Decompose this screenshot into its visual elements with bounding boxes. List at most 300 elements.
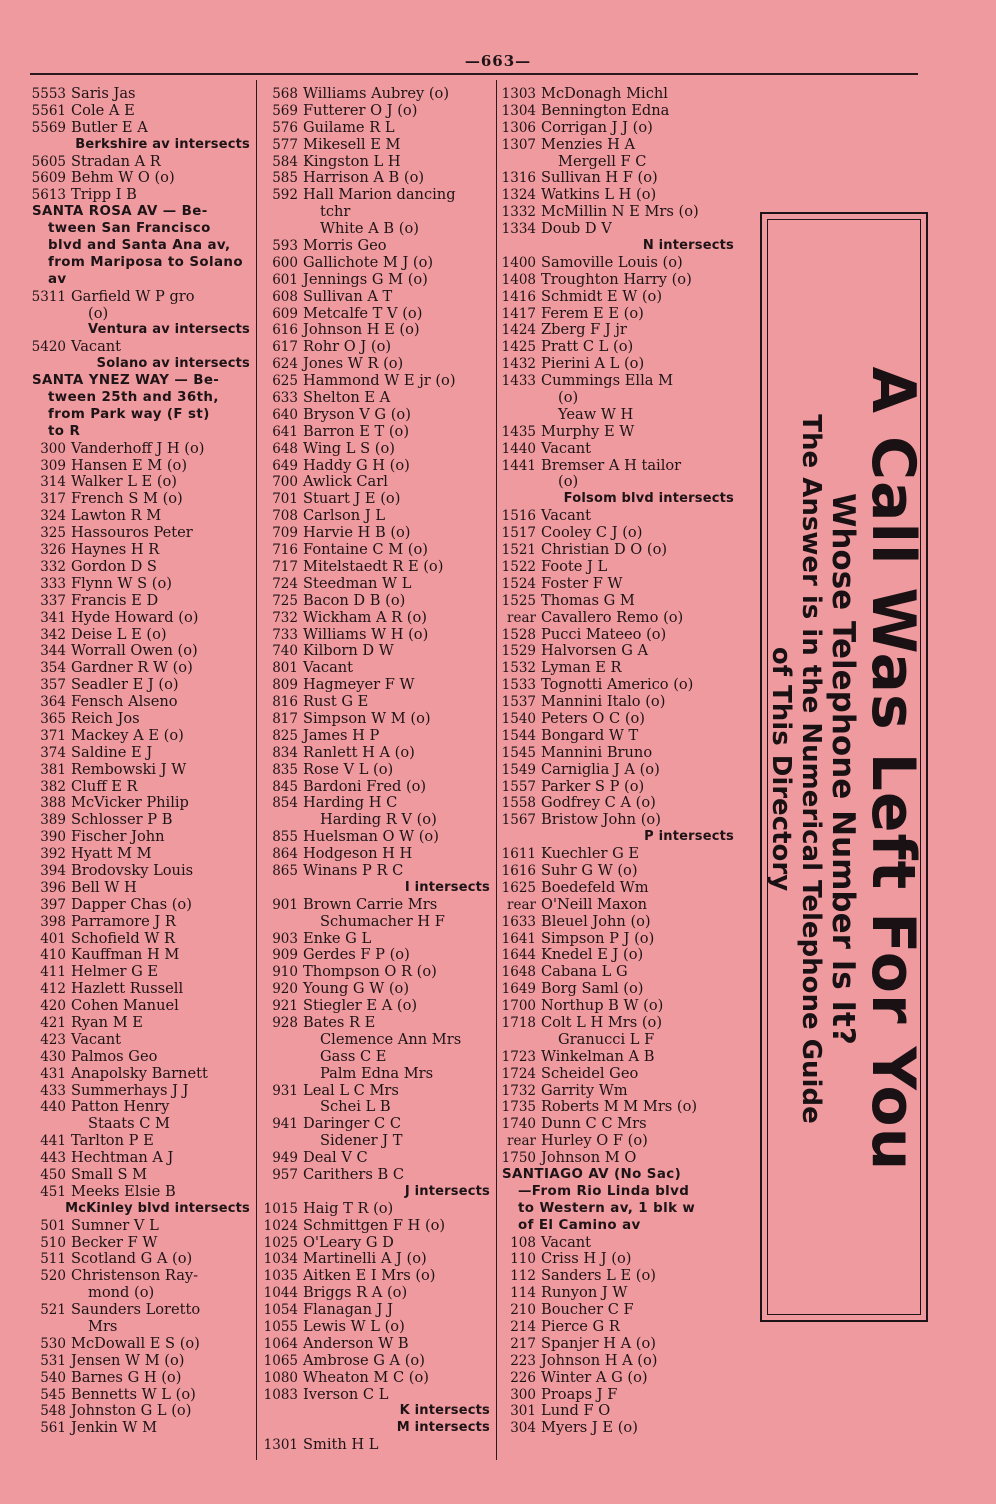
- listing-row: [262, 458, 492, 475]
- house-number: 1400: [501, 254, 536, 271]
- resident-name: Roberts M M Mrs (o): [541, 1099, 698, 1116]
- listing-row: [262, 306, 492, 323]
- house-number: 825: [272, 727, 298, 744]
- listing-row: [30, 694, 252, 711]
- house-number: 412: [40, 981, 66, 998]
- ad-title: A Call Was Left For You: [858, 366, 928, 1172]
- listing-row: [262, 694, 492, 711]
- listing-row: [500, 272, 736, 289]
- house-number: rear: [507, 896, 536, 913]
- house-number: 451: [40, 1183, 66, 1200]
- listing-row: [262, 474, 492, 491]
- house-number: 1549: [501, 761, 536, 778]
- listing-row: [262, 1167, 492, 1184]
- house-number: 1416: [501, 288, 536, 305]
- house-number: 1441: [501, 457, 536, 474]
- house-number: 920: [272, 981, 298, 998]
- listing-continuation: Yeaw W H: [558, 406, 634, 423]
- listing-row: [30, 812, 252, 829]
- column-divider: [256, 80, 257, 1460]
- house-number: 511: [40, 1251, 66, 1268]
- advertisement-text: [766, 249, 926, 1289]
- resident-name: Bristow John (o): [541, 812, 661, 829]
- listing-continuation: Sidener J T: [320, 1133, 403, 1150]
- listing-row: [262, 1370, 492, 1387]
- resident-name: Garfield W P gro: [71, 288, 195, 305]
- house-number: 410: [40, 947, 66, 964]
- street-heading: tween San Francisco: [48, 221, 211, 237]
- resident-name: Helmer G E: [71, 964, 159, 981]
- house-number: 5420: [31, 339, 66, 356]
- listing-row: [262, 1336, 492, 1353]
- listing-row: [262, 424, 492, 441]
- listing-row: [262, 593, 492, 610]
- intersection-label: P intersects: [644, 829, 734, 845]
- resident-name: Mannini Bruno: [541, 744, 653, 761]
- house-number: 569: [272, 102, 298, 119]
- house-number: 5311: [31, 288, 66, 305]
- house-number: 421: [40, 1014, 66, 1031]
- house-number: 717: [272, 558, 298, 575]
- resident-name: Bennington Edna: [541, 102, 670, 119]
- listing-row: [262, 356, 492, 373]
- listing-row: [262, 1083, 492, 1100]
- resident-name: Winkelman A B: [541, 1048, 655, 1065]
- resident-name: Anderson W B: [303, 1335, 409, 1352]
- listing-row: [500, 187, 736, 204]
- resident-name: Jensen W M (o): [71, 1352, 185, 1369]
- listing-row: [500, 1403, 736, 1420]
- street-heading: from Mariposa to Solano: [48, 254, 243, 270]
- street-heading: tween 25th and 36th,: [48, 390, 219, 406]
- house-number: 390: [40, 829, 66, 846]
- listing-row: [262, 947, 492, 964]
- resident-name: Godfrey C A (o): [541, 795, 656, 812]
- resident-name: Jenkin W M: [71, 1420, 158, 1437]
- resident-name: Carlson J L: [303, 508, 386, 525]
- listing-row: [30, 1015, 252, 1032]
- listing-row: [30, 1049, 252, 1066]
- listing-row: [30, 86, 252, 103]
- resident-name: Christian D O (o): [541, 542, 668, 559]
- resident-name: Briggs R A (o): [303, 1285, 408, 1302]
- listing-row: [500, 86, 736, 103]
- house-number: rear: [507, 1133, 536, 1150]
- house-number: 864: [272, 846, 298, 863]
- house-number: 223: [510, 1352, 536, 1369]
- listing-row: [30, 1302, 252, 1319]
- listing-row: [500, 998, 736, 1015]
- resident-name: Mitelstaedt R E (o): [303, 558, 444, 575]
- house-number: 433: [40, 1082, 66, 1099]
- resident-name: Hyatt M M: [71, 846, 152, 863]
- listing-row: [500, 627, 736, 644]
- listing-row: [262, 373, 492, 390]
- listing-row: [262, 846, 492, 863]
- listing-row: [30, 525, 252, 542]
- resident-name: Rohr O J (o): [303, 339, 392, 356]
- resident-name: Thompson O R (o): [303, 964, 437, 981]
- resident-name: Fontaine C M (o): [303, 542, 428, 559]
- resident-name: Hassouros Peter: [71, 525, 193, 542]
- resident-name: Saunders Loretto: [71, 1302, 201, 1319]
- listing-row: [262, 120, 492, 137]
- resident-name: Johnson M O: [541, 1150, 637, 1167]
- listing-row: [500, 863, 736, 880]
- resident-name: McMillin N E Mrs (o): [541, 204, 699, 221]
- house-number: 1025: [263, 1234, 298, 1251]
- resident-name: Doub D V: [541, 221, 612, 238]
- listing-row: [30, 829, 252, 846]
- resident-name: Gerdes F P (o): [303, 947, 410, 964]
- listing-row: [262, 643, 492, 660]
- house-number: 1611: [501, 846, 536, 863]
- resident-name: Deise L E (o): [71, 626, 167, 643]
- resident-name: Borg Saml (o): [541, 981, 644, 998]
- resident-name: Tognotti Americo (o): [541, 677, 694, 694]
- house-number: 392: [40, 846, 66, 863]
- house-number: 1334: [501, 221, 536, 238]
- listing-row: [30, 947, 252, 964]
- resident-name: Parramore J R: [71, 913, 176, 930]
- resident-name: Ranlett H A (o): [303, 744, 415, 761]
- house-number: 801: [272, 660, 298, 677]
- listing-row: [500, 880, 736, 897]
- listing-row: [500, 660, 736, 677]
- house-number: 1644: [501, 947, 536, 964]
- ad-line-3: of This Directory: [766, 646, 796, 892]
- listing-row: [30, 1150, 252, 1167]
- resident-name: Worrall Owen (o): [71, 643, 198, 660]
- listing-row: [500, 897, 736, 914]
- resident-name: Hodgeson H H: [303, 846, 413, 863]
- house-number: 600: [272, 254, 298, 271]
- header-rule: [30, 73, 918, 75]
- house-number: 957: [272, 1167, 298, 1183]
- house-number: 1648: [501, 964, 536, 981]
- resident-name: Foote J L: [541, 558, 608, 575]
- resident-name: Kauffman H M: [71, 947, 180, 964]
- resident-name: Stiegler E A (o): [303, 998, 418, 1015]
- house-number: 909: [272, 947, 298, 964]
- intersection-label: Folsom blvd intersects: [563, 491, 734, 507]
- house-number: 1015: [263, 1200, 298, 1217]
- listing-row: [262, 322, 492, 339]
- house-number: 716: [272, 542, 298, 559]
- intersection-label: Ventura av intersects: [88, 322, 250, 338]
- listing-row: [30, 745, 252, 762]
- resident-name: Bell W H: [71, 879, 137, 896]
- listing-row: [262, 1437, 492, 1454]
- listing-row: [30, 1167, 252, 1184]
- house-number: 1567: [501, 812, 536, 829]
- resident-name: Mannini Italo (o): [541, 694, 666, 711]
- resident-name: Vacant: [71, 1031, 122, 1048]
- resident-name: Kuechler G E: [541, 846, 640, 863]
- resident-name: Simpson W M (o): [303, 710, 431, 727]
- listing-row: [500, 846, 736, 863]
- listing-continuation: Palm Edna Mrs: [320, 1065, 434, 1082]
- listing-row: [262, 1116, 492, 1133]
- house-number: 1054: [263, 1302, 298, 1319]
- resident-name: Lyman E R: [541, 660, 622, 677]
- listing-row: [500, 812, 736, 829]
- house-number: 371: [40, 727, 66, 744]
- house-number: 1301: [263, 1437, 298, 1454]
- listing-row: [500, 1015, 736, 1032]
- listing-row: [30, 339, 252, 356]
- house-number: 1740: [501, 1116, 536, 1133]
- house-number: 1544: [501, 727, 536, 744]
- house-number: 724: [272, 575, 298, 592]
- listing-row: [262, 610, 492, 627]
- resident-name: Bennetts W L (o): [71, 1386, 196, 1403]
- listing-row: [500, 779, 736, 796]
- resident-name: Northup B W (o): [541, 998, 664, 1015]
- listing-row: [262, 1319, 492, 1336]
- resident-name: Reich Jos: [71, 710, 140, 727]
- house-number: 1083: [263, 1386, 298, 1403]
- listing-row: [262, 255, 492, 272]
- resident-name: Hansen E M (o): [71, 457, 188, 474]
- house-number: 1034: [263, 1251, 298, 1268]
- listing-row: [30, 1099, 252, 1116]
- column-divider: [496, 80, 497, 1460]
- listing-row: [500, 964, 736, 981]
- listing-row: [30, 1032, 252, 1049]
- listing-row: [262, 829, 492, 846]
- listing-row: [30, 711, 252, 728]
- resident-name: Johnson H A (o): [541, 1352, 658, 1369]
- house-number: 337: [40, 592, 66, 609]
- ad-line-2: The Answer is in the Numerical Telephone Guide: [796, 414, 826, 1124]
- listing-row: [262, 272, 492, 289]
- listing-row: [30, 170, 252, 187]
- listing-row: [30, 1387, 252, 1404]
- house-number: 326: [40, 542, 66, 559]
- resident-name: Flynn W S (o): [71, 575, 172, 592]
- house-number: 341: [40, 609, 66, 626]
- resident-name: Myers J E (o): [541, 1420, 638, 1437]
- resident-name: Suhr G W (o): [541, 862, 638, 879]
- resident-name: Metcalfe T V (o): [303, 305, 423, 322]
- resident-name: Foster F W: [541, 575, 623, 592]
- resident-name: Spanjer H A (o): [541, 1335, 656, 1352]
- resident-name: Schmidt E W (o): [541, 288, 663, 305]
- listing-continuation: Harding R V (o): [320, 812, 437, 829]
- house-number: 1724: [501, 1065, 536, 1082]
- resident-name: Stuart J E (o): [303, 491, 401, 508]
- resident-name: O'Neill Maxon: [541, 896, 648, 913]
- listing-row: [30, 441, 252, 458]
- house-number: 740: [272, 643, 298, 660]
- resident-name: Harding H C: [303, 795, 398, 812]
- house-number: 1533: [501, 677, 536, 694]
- house-number: 548: [40, 1403, 66, 1420]
- street-heading: SANTA YNEZ WAY — Be-: [32, 373, 220, 389]
- resident-name: Futterer O J (o): [303, 102, 418, 119]
- resident-name: James H P: [303, 727, 380, 744]
- listing-row: [30, 1218, 252, 1235]
- house-number: 1044: [263, 1285, 298, 1302]
- house-number: 365: [40, 710, 66, 727]
- street-heading: to R: [48, 423, 81, 439]
- resident-name: French S M (o): [71, 491, 183, 508]
- resident-name: Martinelli A J (o): [303, 1251, 427, 1268]
- listing-row: [500, 1150, 736, 1167]
- listing-row: [262, 491, 492, 508]
- listing-row: [262, 627, 492, 644]
- house-number: 301: [510, 1403, 536, 1420]
- resident-name: Haig T R (o): [303, 1200, 394, 1217]
- house-number: 441: [40, 1133, 66, 1150]
- house-number: 854: [272, 795, 298, 812]
- resident-name: Young G W (o): [303, 981, 410, 998]
- intersection-label: M intersects: [396, 1420, 490, 1436]
- house-number: 931: [272, 1082, 298, 1099]
- resident-name: Criss H J (o): [541, 1251, 632, 1268]
- resident-name: Cummings Ella M: [541, 373, 674, 390]
- resident-name: Smith H L: [303, 1437, 379, 1454]
- house-number: 1532: [501, 660, 536, 677]
- house-number: 540: [40, 1369, 66, 1386]
- listing-row: [262, 508, 492, 525]
- house-number: 834: [272, 744, 298, 761]
- house-number: 332: [40, 558, 66, 575]
- listing-row: [500, 947, 736, 964]
- resident-name: Gordon D S: [71, 558, 157, 575]
- house-number: 1408: [501, 271, 536, 288]
- resident-name: Fischer John: [71, 829, 165, 846]
- house-number: 5605: [31, 153, 66, 170]
- listing-row: [262, 289, 492, 306]
- listing-row: [500, 981, 736, 998]
- resident-name: Haddy G H (o): [303, 457, 410, 474]
- resident-name: Vacant: [303, 660, 354, 677]
- house-number: 1557: [501, 778, 536, 795]
- house-number: 1649: [501, 981, 536, 998]
- house-number: 641: [272, 423, 298, 440]
- listing-row: [262, 525, 492, 542]
- resident-name: McVicker Philip: [71, 795, 189, 812]
- resident-name: Daringer C C: [303, 1116, 402, 1133]
- house-number: 617: [272, 339, 298, 356]
- listing-row: [500, 1251, 736, 1268]
- house-number: 903: [272, 930, 298, 947]
- resident-name: Corrigan J J (o): [541, 119, 653, 136]
- listing-row: [262, 390, 492, 407]
- house-number: 941: [272, 1116, 298, 1133]
- resident-name: Summerhays J J: [71, 1082, 189, 1099]
- house-number: 576: [272, 119, 298, 136]
- intersection-label: K intersects: [399, 1403, 490, 1419]
- house-number: 725: [272, 592, 298, 609]
- resident-name: McDonagh Michl: [541, 86, 668, 102]
- listing-row: [500, 610, 736, 627]
- resident-name: Huelsman O W (o): [303, 829, 439, 846]
- house-number: 342: [40, 626, 66, 643]
- house-number: 1024: [263, 1217, 298, 1234]
- resident-name: Wickham A R (o): [303, 609, 427, 626]
- resident-name: Vacant: [541, 440, 592, 457]
- house-number: 1525: [501, 592, 536, 609]
- resident-name: Bleuel John (o): [541, 913, 651, 930]
- resident-name: Scheidel Geo: [541, 1065, 639, 1082]
- listing-row: [500, 1268, 736, 1285]
- resident-name: Murphy E W: [541, 423, 635, 440]
- resident-name: Watkins L H (o): [541, 187, 657, 204]
- resident-name: Hall Marion dancing: [303, 187, 456, 204]
- listing-continuation: Clemence Ann Mrs: [320, 1031, 462, 1048]
- listing-row: [500, 1099, 736, 1116]
- house-number: 1529: [501, 643, 536, 660]
- listing-row: [30, 1420, 252, 1437]
- house-number: 510: [40, 1234, 66, 1251]
- listing-row: [30, 120, 252, 137]
- house-number: 901: [272, 896, 298, 913]
- house-number: 382: [40, 778, 66, 795]
- listing-row: [30, 1268, 252, 1285]
- listing-continuation: Granucci L F: [558, 1031, 655, 1048]
- listing-row: [30, 728, 252, 745]
- listing-row: [30, 762, 252, 779]
- house-number: 314: [40, 474, 66, 491]
- resident-name: Hagmeyer F W: [303, 677, 415, 694]
- listing-row: [262, 407, 492, 424]
- resident-name: Jennings G M (o): [303, 271, 428, 288]
- listing-row: [30, 931, 252, 948]
- house-number: 1521: [501, 542, 536, 559]
- listing-row: [500, 356, 736, 373]
- resident-name: Cole A E: [71, 102, 135, 119]
- resident-name: Rose V L (o): [303, 761, 394, 778]
- house-number: 325: [40, 525, 66, 542]
- house-number: 5609: [31, 170, 66, 187]
- listing-row: [500, 137, 736, 154]
- listing-continuation: (o): [558, 390, 579, 407]
- resident-name: Boucher C F: [541, 1302, 634, 1319]
- house-number: 411: [40, 964, 66, 981]
- listing-row: [262, 238, 492, 255]
- house-number: 1064: [263, 1335, 298, 1352]
- house-number: 304: [510, 1420, 536, 1437]
- intersection-label: Berkshire av intersects: [75, 136, 250, 152]
- listing-row: [262, 339, 492, 356]
- listing-row: [500, 373, 736, 390]
- house-number: 1417: [501, 305, 536, 322]
- resident-name: Cavallero Remo (o): [541, 609, 684, 626]
- street-heading: of El Camino av: [518, 1217, 641, 1233]
- listing-row: [500, 728, 736, 745]
- listing-row: [30, 846, 252, 863]
- house-number: 364: [40, 694, 66, 711]
- listing-row: [262, 931, 492, 948]
- resident-name: Awlick Carl: [303, 474, 388, 491]
- house-number: 1616: [501, 862, 536, 879]
- listing-continuation: Mergell F C: [558, 153, 647, 170]
- resident-name: Sanders L E (o): [541, 1268, 656, 1285]
- resident-name: Bryson V G (o): [303, 406, 411, 423]
- resident-name: Barron E T (o): [303, 423, 410, 440]
- listing-row: [262, 1353, 492, 1370]
- resident-name: Pratt C L (o): [541, 339, 634, 356]
- house-number: 1432: [501, 356, 536, 373]
- listing-row: [30, 897, 252, 914]
- resident-name: Aitken E I Mrs (o): [303, 1268, 436, 1285]
- house-number: 1718: [501, 1014, 536, 1031]
- house-number: 450: [40, 1167, 66, 1183]
- listing-row: [30, 677, 252, 694]
